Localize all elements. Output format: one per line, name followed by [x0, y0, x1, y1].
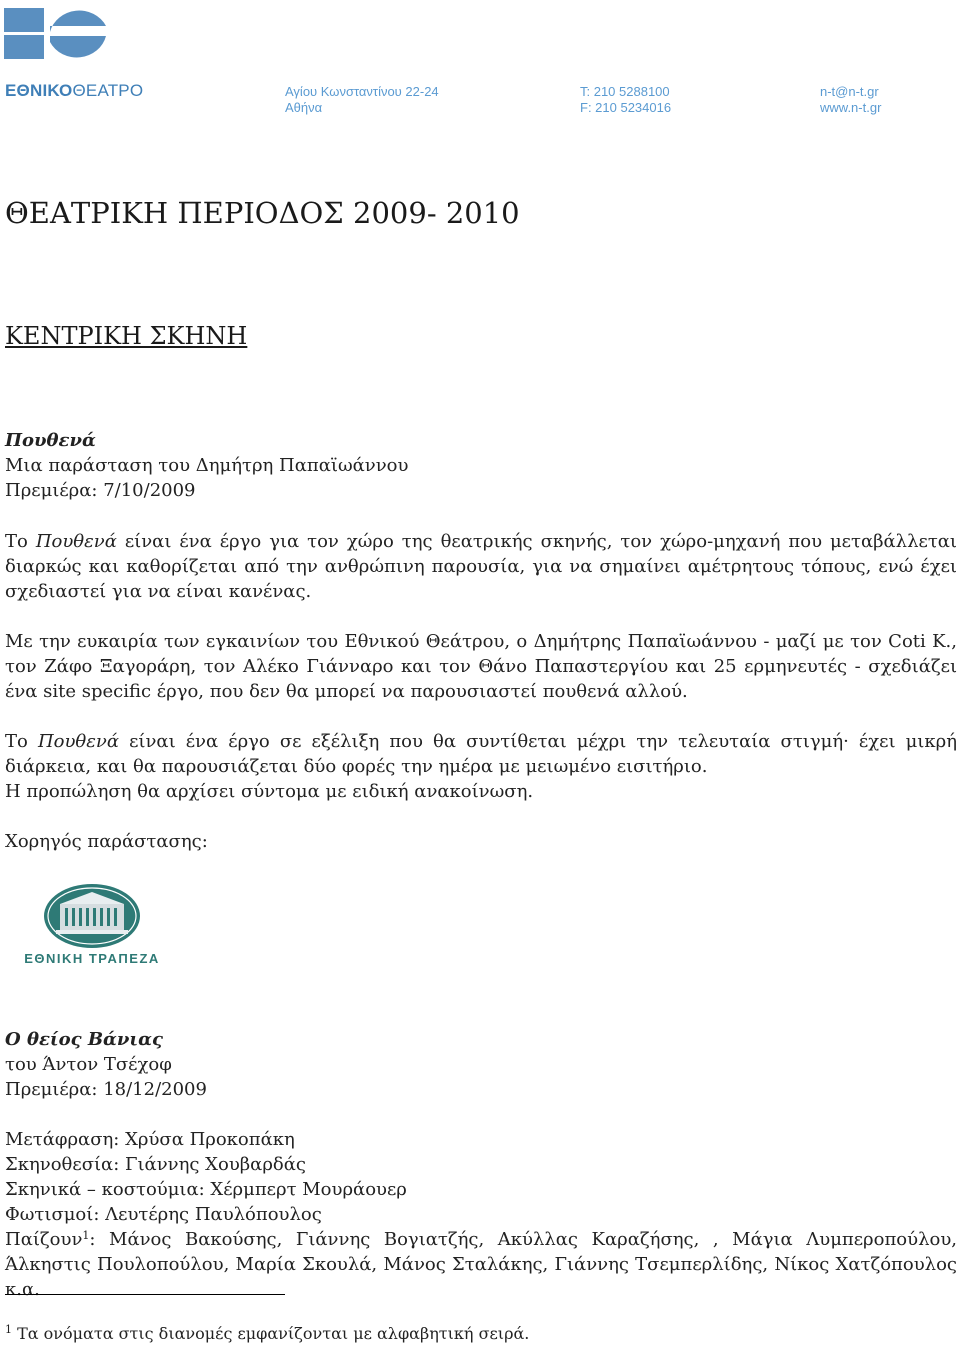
sponsor-logo-text: ΕΘΝΙΚΗ ΤΡΑΠΕΖΑ [24, 951, 160, 966]
brand-name [5, 81, 143, 101]
show2-lighting: Φωτισμοί: Λευτέρης Παυλόπουλος [5, 1204, 322, 1225]
show1-paragraph-1 [5, 529, 957, 604]
sponsor-label: Χορηγός παράστασης: [5, 831, 208, 852]
p3-show-name: Πουθενά [37, 731, 120, 752]
address-line-2: Αθήνα [285, 100, 323, 115]
show1-premiere: Πρεμιέρα: 7/10/2009 [5, 480, 196, 501]
show2-sets-costumes: Σκηνικά – κοστούμια: Χέρμπερτ Μουράουερ [5, 1179, 407, 1200]
show2-title: Ο θείος Βάνιας [5, 1029, 163, 1050]
cast-list: : Μάνος Βακούσης, Γιάννης Βογιατζής, Ακύλλας Καραζήσης, , Μάγια Λυμπεροπούλου, Άλκηστις Πουλοπούλου, Μαρία Σκουλά, Μάνος Σταλάκης, Γιάννης Τσεμπερλίδης, Νίκος Χατζόπουλος κ.α. [5, 1229, 957, 1300]
p1-show-name: Πουθενά [35, 531, 117, 552]
header-address [285, 84, 439, 116]
show2-cast [5, 1227, 957, 1302]
p1-text-rest: είναι ένα έργο για τον χώρο της θεατρικής σκηνής, τον χώρο-μηχανή που μεταβάλλεται διαρκώς και καθορίζεται από την ανθρώπινη παρουσία, για να σημαίνει αμέτρητους τόπους, ενώ έχει σχεδιαστεί για να είναι κανένας. [5, 531, 957, 602]
phone-number: T: 210 5288100 [580, 84, 670, 99]
address-line-1: Αγίου Κωνσταντίνου 22-24 [285, 84, 439, 99]
p3-text-rest: είναι ένα έργο σε εξέλιξη που θα συντίθεται μέχρι την τελευταία στιγμή· έχει μικρή διάρκεια, και θα παρουσιάζεται δύο φορές την ημέρα με μειωμένο εισιτήριο. [5, 731, 957, 777]
brand-name-bold: ΕΘΝΙΚΟ [5, 81, 73, 100]
show1-paragraph-3 [5, 729, 957, 779]
show2-premiere: Πρεμιέρα: 18/12/2009 [5, 1079, 207, 1100]
stage-title: ΚΕΝΤΡΙΚΗ ΣΚΗΝΗ [5, 322, 248, 350]
show1-paragraph-2: Με την ευκαιρία των εγκαινίων του Εθνικού Θεάτρου, ο Δημήτρης Παπαϊωάννου - μαζί με τον Coti K., τον Ζάφο Ξαγοράρη, τον Αλέκο Γιάνναρο και τον Θάνο Παπαστεργίου και 25 ερμηνευτές - σχεδιάζει ένα site specific έργο, που δεν θα μπορεί να παρουσιαστεί πουθενά αλλού. [5, 631, 957, 702]
season-title: ΘΕΑΤΡΙΚΗ ΠΕΡΙΟΔΟΣ 2009- 2010 [5, 196, 520, 230]
footnote-divider [5, 1294, 285, 1295]
footnote-mark: 1 [5, 1323, 12, 1336]
cast-label: Παίζουν [5, 1229, 83, 1250]
footnote-text: Τα ονόματα στις διανομές εμφανίζονται με αλφαβητική σειρά. [12, 1324, 530, 1343]
fax-number: F: 210 5234016 [580, 100, 672, 115]
header-web [820, 84, 881, 116]
show1-title: Πουθενά [5, 430, 96, 451]
p3-text-start: Το [5, 731, 38, 752]
national-theatre-logo-icon [4, 2, 108, 62]
show2-translation: Μετάφραση: Χρύσα Προκοπάκη [5, 1129, 295, 1150]
email-link[interactable]: n-t@n-t.gr [820, 84, 879, 99]
show2-direction: Σκηνοθεσία: Γιάννης Χουβαρδάς [5, 1154, 306, 1175]
national-bank-logo-icon [10, 880, 175, 968]
website-link[interactable]: www.n-t.gr [820, 100, 882, 115]
brand-name-light: ΘΕΑΤΡΟ [72, 81, 144, 100]
p1-text-start: Το [5, 531, 36, 552]
header-phones [580, 84, 671, 116]
show2-author: του Άντον Τσέχοφ [5, 1054, 172, 1075]
footnote-reference[interactable]: 1 [82, 1229, 90, 1242]
show1-subtitle: Μια παράσταση του Δημήτρη Παπαϊωάννου [5, 455, 409, 476]
show1-paragraph-4: Η προπώληση θα αρχίσει σύντομα με ειδική ανακοίνωση. [5, 781, 534, 802]
footnote [5, 1323, 529, 1345]
